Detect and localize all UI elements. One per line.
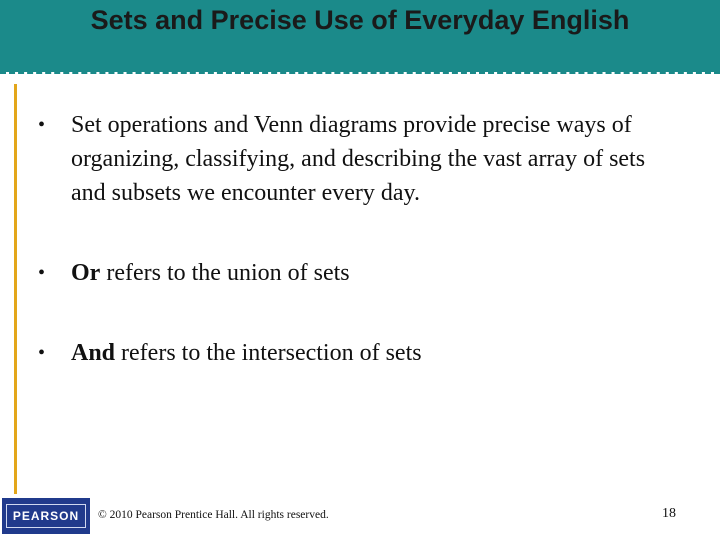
bullet-icon: •	[38, 342, 46, 364]
bullet-item	[38, 108, 678, 210]
pearson-logo	[2, 498, 90, 534]
bullet-item	[38, 256, 678, 290]
copyright-notice: © 2010 Pearson Prentice Hall. All rights reserved.	[98, 509, 329, 521]
bullet-text: Set operations and Venn diagrams provide precise ways of organizing, classifying, and describing the vast array of sets and subsets we encounter every day.	[71, 112, 646, 206]
slide-title: Sets and Precise Use of Everyday English	[90, 5, 630, 35]
bullet-lead: And	[71, 340, 116, 366]
bullet-icon: •	[38, 262, 46, 284]
bullet-text: refers to the intersection of sets	[115, 340, 422, 366]
pearson-logo-text: PEARSON	[6, 504, 86, 528]
page-number: 18	[662, 506, 676, 521]
left-accent-rule	[14, 84, 17, 494]
bullet-icon: •	[38, 114, 46, 136]
bullet-text: refers to the union of sets	[100, 260, 350, 286]
bullet-lead: Or	[71, 260, 101, 286]
bullet-list	[38, 108, 678, 370]
title-divider	[0, 71, 720, 74]
bullet-item	[38, 336, 678, 370]
